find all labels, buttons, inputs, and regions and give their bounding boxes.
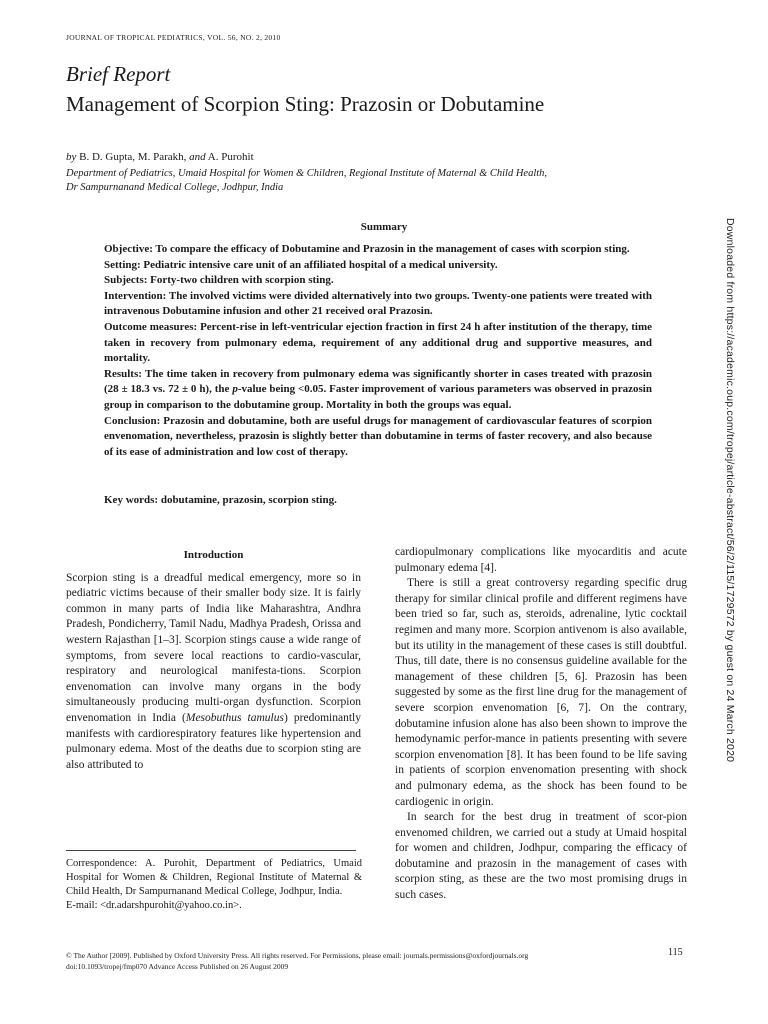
results-text-a: Results: The time taken in recovery from pulmonary edema was significantly shorter in cases treated with prazosin (28 ± 18.3 vs. 72 ± 0 h), the — [104, 367, 652, 396]
summary-objective: Objective: To compare the efficacy of Dobutamine and Prazosin in the management of cases with scorpion sting. — [104, 243, 630, 255]
doi-line[interactable]: doi:10.1093/tropej/fmp070 Advance Access Published on 26 August 2009 — [66, 962, 289, 971]
section-label: Brief Report — [66, 62, 171, 86]
correspondence-email[interactable]: E-mail: <dr.adarshpurohit@yahoo.co.in>. — [66, 900, 242, 911]
summary-setting: Setting: Pediatric intensive care unit of an affiliated hospital of a medical university. — [104, 258, 498, 271]
species-name: Mesobuthus tamulus — [185, 711, 284, 724]
intro-text-b: ) predominantly manifests with cardiorespiratory features like hypertension and pulmonary edema. Most of the deaths due to scorpion sting are also attributed to — [66, 711, 361, 771]
affiliation-line-1: Department of Pediatrics, Umaid Hospital for Women & Children, Regional Institute of Maternal & Child Health, — [66, 168, 548, 179]
correspondence-text: Correspondence: A. Purohit, Department of Pediatrics, Umaid Hospital for Women & Children, Regional Institute of Maternal & Child Health, Dr Sampurnanand Medical College, Jodhpur, India. — [66, 858, 362, 897]
article-title: Management of Scorpion Sting: Prazosin or Dobutamine — [66, 92, 545, 116]
copyright-line: © The Author [2009]. Published by Oxford University Press. All rights reserved. For Permissions, please email: journals.permissions@oxfordjournals.org — [66, 951, 529, 960]
summary-abstract — [104, 242, 652, 460]
intro-paragraph-continued: cardiopulmonary complications like myocarditis and acute pulmonary edema [4]. — [395, 546, 687, 574]
summary-outcome: Outcome measures: Percent-rise in left-ventricular ejection fraction in first 24 h after institution of the therapy, time taken in recovery from pulmonary edema, requirement of any additional drug and supportive measures, and mortality. — [104, 320, 652, 365]
summary-conclusion: Conclusion: Prazosin and dobutamine, both are useful drugs for management of cardiovascular features of scorpion envenomation, nevertheless, prazosin is slightly better than dobutamine in terms of faster recovery, and also because of its ease of administration and low cost of therapy. — [104, 414, 652, 458]
intro-paragraph-2: There is still a great controversy regarding specific drug therapy for similar clinical profile and different regimens have been tried so far, such as, steroids, adrenaline, lytic cocktail regimen and many more. Scorpion antivenom is also available, but its utility in the management of these cases is still doubtful. Thus, till date, there is no consensus guideline available for the management of these children [5, 6]. Prazosin has been suggested by some as the first line drug for the management of severe scorpion envenomation [6, 7]. On the contrary, dobutamine infusion alone has also been shown to improve the hemodynamic perfor-mance in patients presenting with severe scorpion envenomation [8]. It has been found to be life saving in patients of scorpion envenomation presenting with shock and pulmonary edema, as the shock has been found to be cardiogenic in origin. — [395, 577, 687, 808]
download-watermark: Downloaded from https://academic.oup.com/tropej/article-abstract/56/2/115/1729572 by guest on 24 March 2020 — [724, 218, 736, 763]
by-word: by — [66, 151, 77, 163]
keywords: Key words: dobutamine, prazosin, scorpion sting. — [104, 494, 337, 506]
intro-text-a: Scorpion sting is a dreadful medical emergency, more so in pediatric victims because of their smaller body size. It is fairly common in many parts of India like Maharashtra, Andhra Pradesh, Pondicherry, Tamil Nadu, Madhya Pradesh, Orissa and western Rajasthan [1–3]. Scorpion stings cause a wide range of symptoms, from severe local reactions to cardio-vascular, respiratory and neurological manifesta-tions. Scorpion envenomation can involve many organs in the body simultaneously producing multi-organ dysfunction. Scorpion envenomation in India ( — [66, 571, 361, 724]
intro-paragraph-1 — [66, 571, 361, 774]
page-footer — [66, 950, 528, 972]
left-column — [66, 548, 361, 773]
affiliation-line-2: Dr Sampurnanand Medical College, Jodhpur, India — [66, 182, 284, 193]
and-word: and — [189, 151, 206, 163]
author-line — [66, 151, 254, 163]
affiliation — [66, 167, 547, 195]
page-number: 115 — [668, 947, 683, 958]
authors-first: B. D. Gupta, M. Parakh, — [79, 151, 187, 163]
running-head: JOURNAL OF TROPICAL PEDIATRICS, VOL. 56, NO. 2, 2010 — [66, 33, 281, 42]
summary-subjects: Subjects: Forty-two children with scorpion sting. — [104, 274, 334, 287]
summary-heading: Summary — [360, 221, 408, 233]
results-text-b: -value being <0.05. Faster improvement of various parameters was observed in prazosin group in comparison to the dobutamine group. Mortality in both the groups was equal. — [104, 383, 652, 411]
footnote-divider — [66, 850, 356, 851]
authors-last: A. Purohit — [207, 151, 254, 163]
correspondence-footnote — [66, 857, 362, 913]
results-p-italic: p — [232, 383, 238, 396]
summary-intervention: Intervention: The involved victims were divided alternatively into two groups. Twenty-one patients were treated with intravenous Dobutamine infusion and other 21 received oral Prazosin. — [104, 289, 652, 318]
introduction-heading: Introduction — [183, 549, 244, 561]
right-column — [395, 545, 687, 904]
summary-results — [104, 367, 652, 414]
intro-paragraph-3: In search for the best drug in treatment of scor-pion envenomed children, we carried out a study at Umaid hospital for women and children, Jodhpur, comparing the efficacy of dobutamine and prazosin in the management of cases with scorpion sting, as these are the two most promising drugs in such cases. — [395, 811, 687, 902]
